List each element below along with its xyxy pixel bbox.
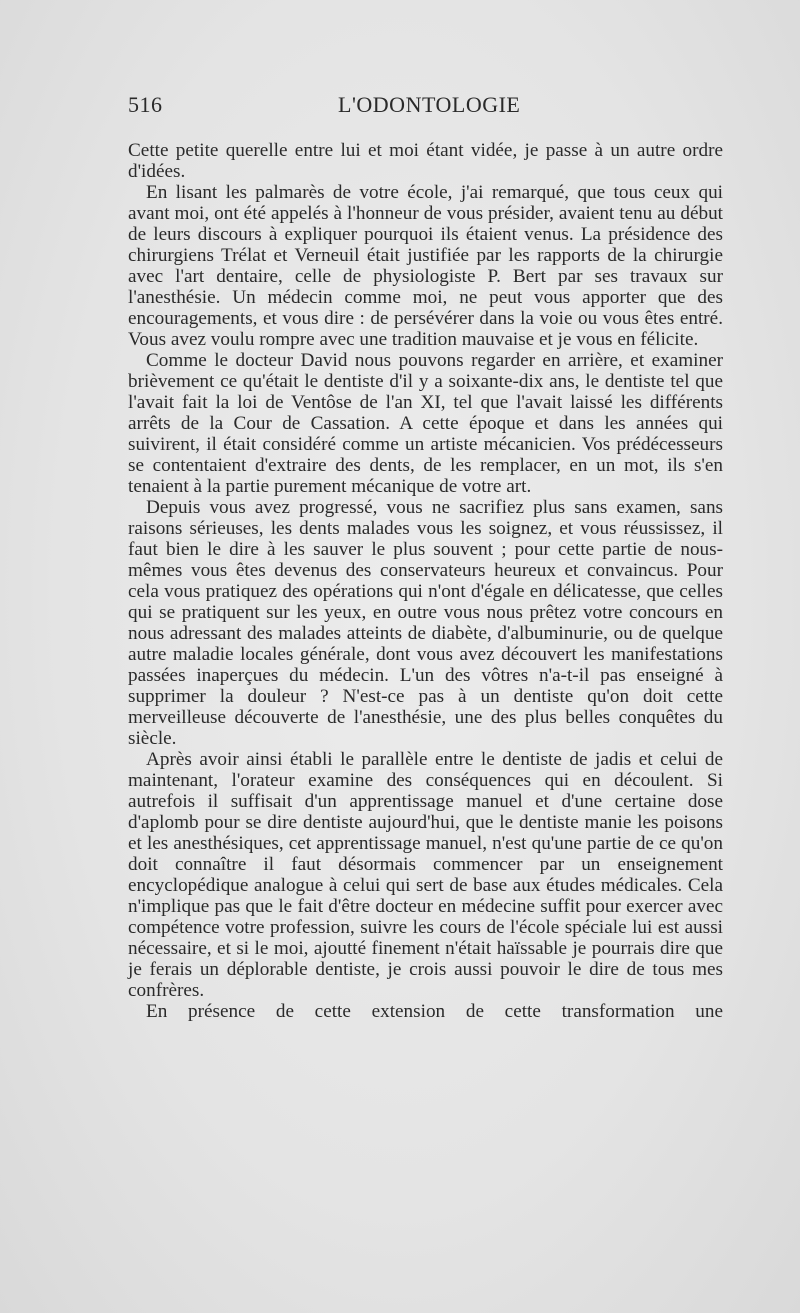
paragraph: En lisant les palmarès de votre école, j'ai remarqué, que tous ceux qui avant moi, ont été appelés à l'honneur de vous présider, avaient tenu au début de leurs discours à expliquer pourquoi ils étaient venus. La présidence des chirurgiens Trélat et Verneuil était justifiée par les rapports de la chirurgie avec l'art dentaire, celle de physiologiste P. Bert par ses travaux sur l'anesthésie. Un médecin comme moi, ne peut vous apporter que des encouragements, et vous dire : de persévérer dans la voie ou vous êtes entré. Vous avez voulu rompre avec une tradition mauvaise et je vous en félicite.: [128, 182, 723, 350]
running-title: L'ODONTOLOGIE: [338, 92, 521, 117]
paragraph: Après avoir ainsi établi le parallèle entre le dentiste de jadis et celui de maintenant, l'orateur examine des conséquences qui en découlent. Si autrefois il suffisait d'un apprentissage manuel et d'une certaine dose d'aplomb pour se dire dentiste aujourd'hui, que le dentiste manie les poisons et les anesthésiques, cet apprentissage manuel, n'est qu'une partie de ce qu'on doit connaître il faut désormais commencer par un enseignement encyclopédique analogue à celui qui sert de base aux études médicales. Cela n'implique pas que le fait d'être docteur en médecine suffit pour exercer avec compétence votre profession, suivre les cours de l'école spéciale lui est aussi nécessaire, et si le moi, ajoutté finement n'était haïssable je pourrais dire que je ferais un déplorable dentiste, je crois aussi pouvoir le dire de tous mes confrères.: [128, 749, 723, 1001]
paragraph: Cette petite querelle entre lui et moi étant vidée, je passe à un autre ordre d'idées.: [128, 140, 723, 182]
paragraph: Comme le docteur David nous pouvons regarder en arrière, et examiner brièvement ce qu'était le dentiste d'il y a soixante-dix ans, le dentiste tel que l'avait fait la loi de Ventôse de l'an XI, tel que l'avait laissé les différents arrêts de la Cour de Cassation. A cette époque et dans les années qui suivirent, il était considéré comme un artiste mécanicien. Vos prédécesseurs se contentaient d'extraire des dents, de les remplacer, en un mot, ils s'en tenaient à la partie purement mécanique de votre art.: [128, 350, 723, 497]
paragraph: En présence de cette extension de cette transformation une: [146, 1001, 723, 1022]
body-text: [128, 140, 723, 1022]
page-header: [128, 92, 723, 122]
page-number: 516: [128, 92, 163, 117]
paragraph: Depuis vous avez progressé, vous ne sacrifiez plus sans examen, sans raisons sérieuses, les dents malades vous les soignez, et vous réussissez, il faut bien le dire à les sauver le plus souvent ; pour cette partie de nous-mêmes vous êtes devenus des conservateurs heureux et convaincus. Pour cela vous pratiquez des opérations qui n'ont d'égale en délicatesse, que celles qui se pratiquent sur les yeux, en outre vous nous prêtez votre concours en nous adressant des malades atteints de diabète, d'albuminurie, ou de quelque autre maladie locales générale, dont vous avez découvert les manifestations passées inaperçues du médecin. L'un des vôtres n'a-t-il pas enseigné à supprimer la douleur ? N'est-ce pas à un dentiste qu'on doit cette merveilleuse découverte de l'anesthésie, une des plus belles conquêtes du siècle.: [128, 497, 723, 749]
